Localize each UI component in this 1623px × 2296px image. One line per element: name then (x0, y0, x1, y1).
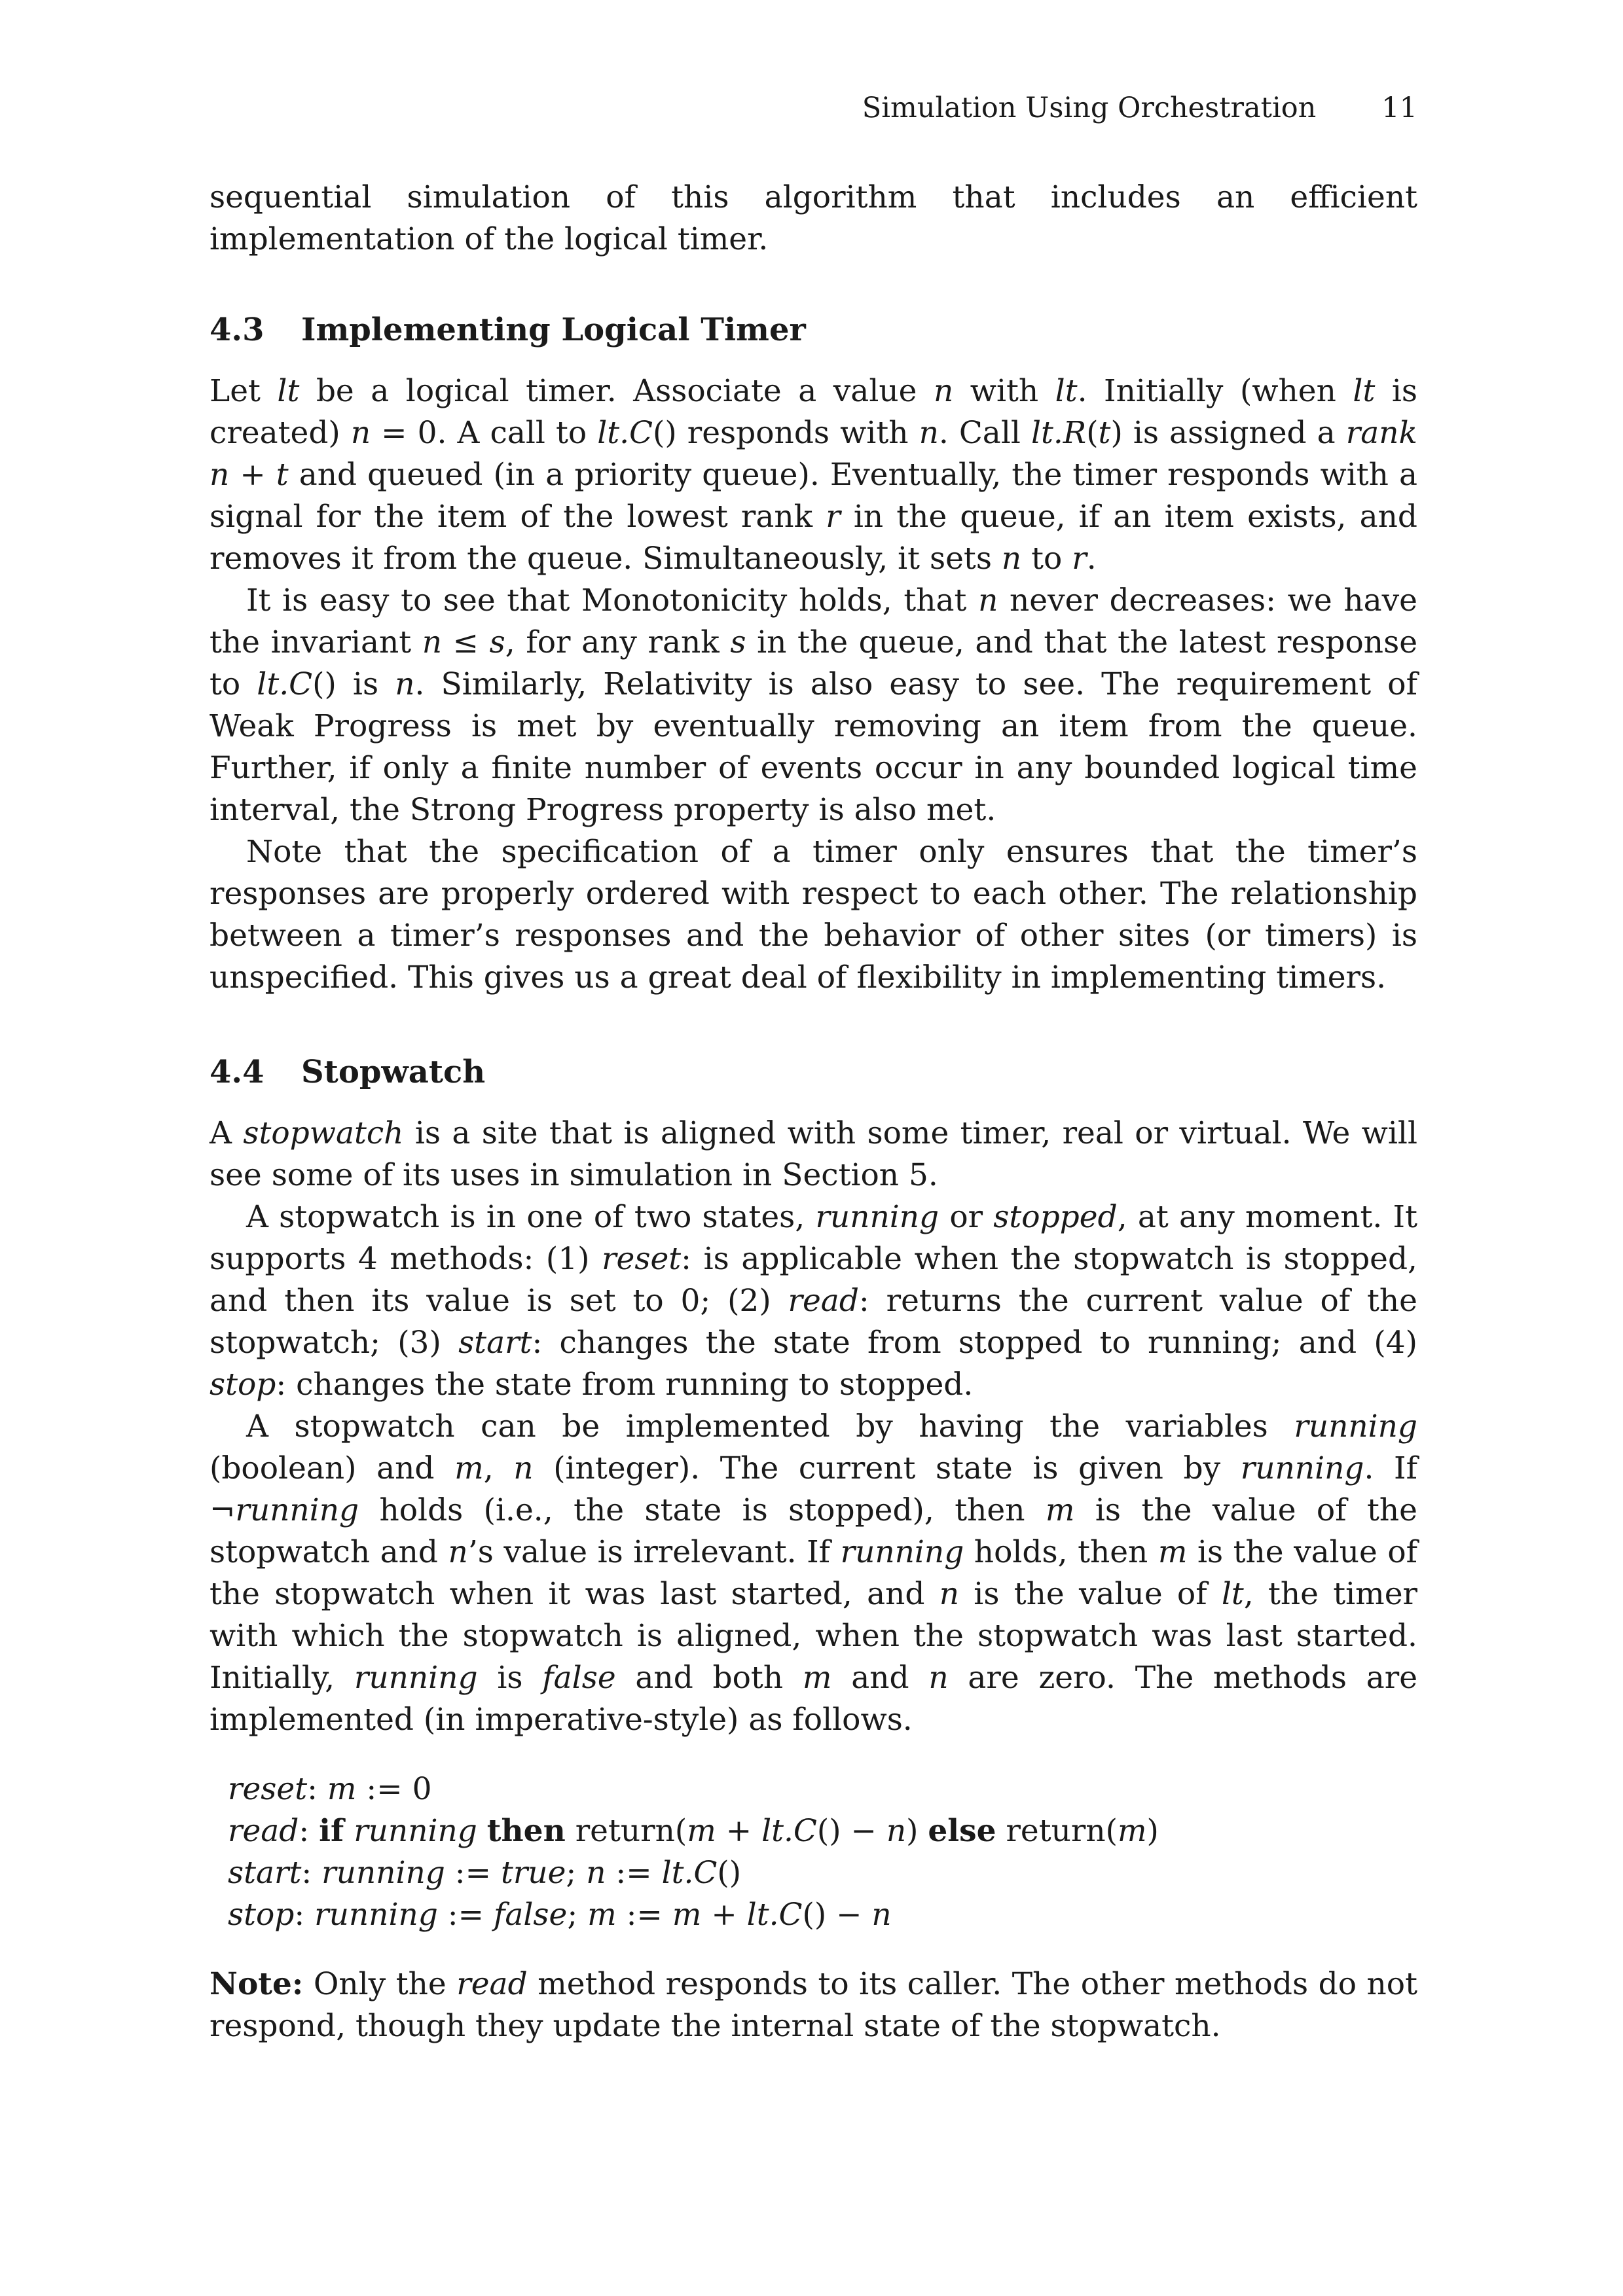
method-start: start: running := true; n := lt.C() (228, 1855, 742, 1891)
section-4-3-heading (210, 309, 1417, 351)
page-number: 11 (1381, 92, 1417, 124)
note-paragraph: Note: Only the read method responds to its caller. The other methods do not respond, though they update the internal state of the stopwatch. (210, 1966, 1417, 2044)
running-title: Simulation Using Orchestration (862, 92, 1317, 124)
body-text (210, 177, 1417, 2047)
paragraph-4-3-2: It is easy to see that Monotonicity holds, that n never decreases: we have the invariant n ≤ s, for any rank s in the queue, and that the latest response to lt.C() is n. Similarly, Relativity is also easy to see. The requirement of Weak Progress is met by eventually removing an item from the queue. Further, if only a finite number of events occur in any bounded logical time interval, the Strong Progress property is also met. (210, 583, 1418, 828)
stopwatch-methods (228, 1768, 1417, 1936)
paragraph-4-4-3: A stopwatch can be implemented by having the variables running (boolean) and m, n (integer). The current state is given by running. If ¬running holds (i.e., the state is stopped), then m is the value of the stopwatch and n’s value is irrelevant. If running holds, then m is the value of the stopwatch when it was last started, and n is the value of lt, the timer with which the stopwatch is aligned, when the stopwatch was last started. Initially, running is false and both m and n are zero. The methods are implemented (in imperative-style) as follows. (210, 1408, 1418, 1738)
method-stop: stop: running := false; m := m + lt.C() − n (228, 1897, 892, 1933)
section-title: Implementing Logical Timer (301, 312, 806, 348)
section-title: Stopwatch (301, 1054, 486, 1090)
intro-paragraph: sequential simulation of this algorithm that includes an efficient implementation of the logical timer. (210, 179, 1417, 257)
paragraph-4-3-1: Let lt be a logical timer. Associate a value n with lt. Initially (when lt is created) n = 0. A call to lt.C() responds with n. Call lt.R(t) is assigned a rank n + t and queued (in a priority queue). Eventually, the timer responds with a signal for the item of the lowest rank r in the queue, if an item exists, and removes it from the queue. Simultaneously, it sets n to r. (210, 373, 1417, 577)
section-number: 4.4 (210, 1054, 264, 1090)
method-reset: reset: m := 0 (228, 1771, 432, 1807)
section-4-4-heading (210, 1051, 1417, 1093)
paragraph-4-4-2: A stopwatch is in one of two states, running or stopped, at any moment. It supports 4 methods: (1) reset: is applicable when the stopwatch is stopped, and then its value is set to 0; (2) read: returns the current value of the stopwatch; (3) start: changes the state from stopped to running; and (4) stop: changes the state from running to stopped. (210, 1199, 1417, 1403)
method-read: read: if running then return(m + lt.C() − n) else return(m) (228, 1813, 1159, 1849)
paragraph-4-4-1: A stopwatch is a site that is aligned with some timer, real or virtual. We will see some of its uses in simulation in Section 5. (210, 1115, 1417, 1193)
note-label: Note: (210, 1966, 304, 2002)
section-number: 4.3 (210, 312, 264, 348)
running-header (210, 92, 1417, 131)
paragraph-4-3-3: Note that the specification of a timer only ensures that the timer’s responses are properly ordered with respect to each other. The relationship between a timer’s responses and the behavior of other sites (or timers) is unspecified. This gives us a great deal of flexibility in implementing timers. (210, 834, 1417, 996)
